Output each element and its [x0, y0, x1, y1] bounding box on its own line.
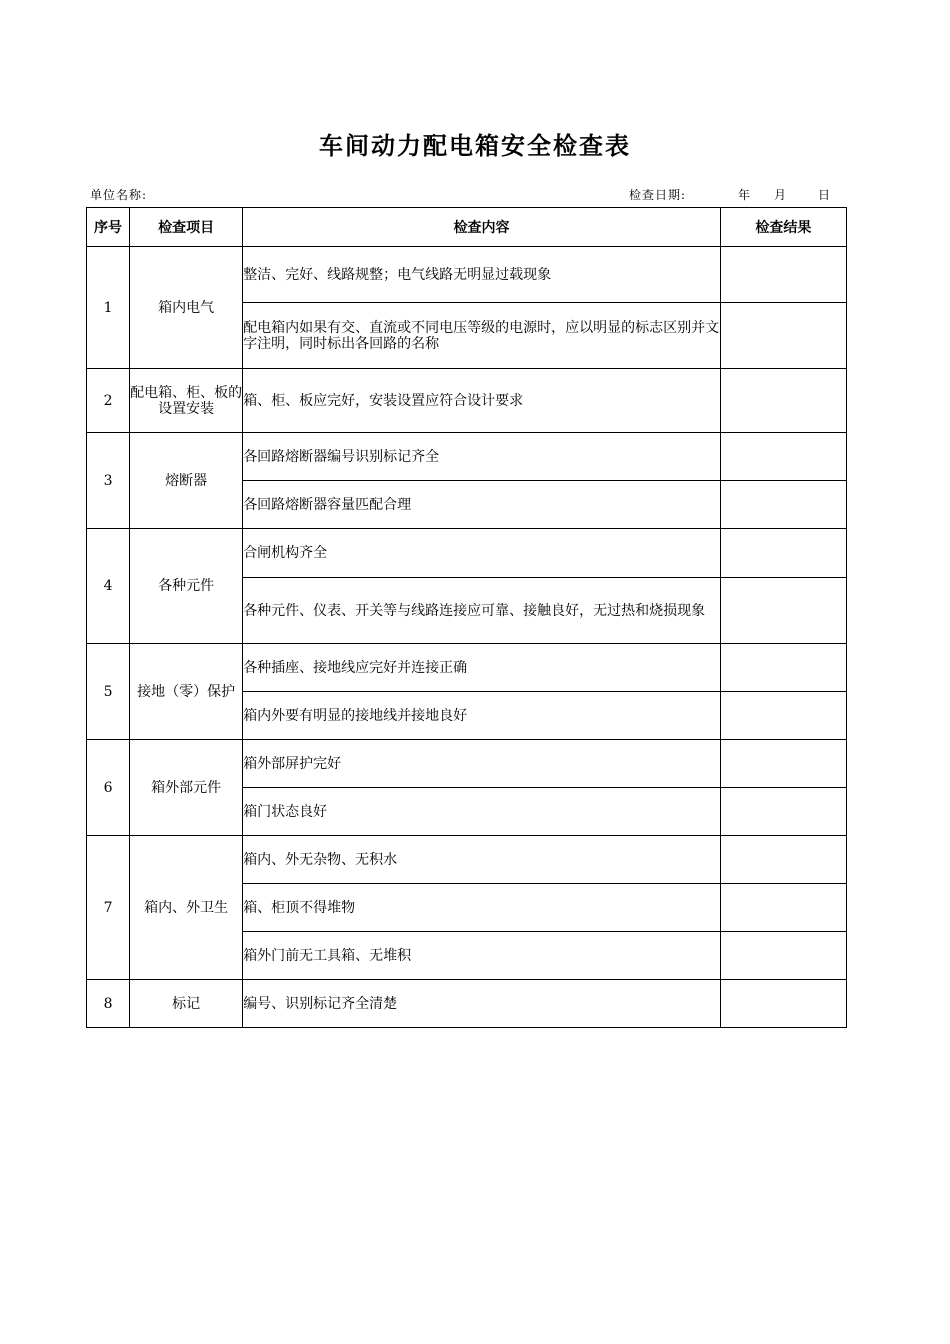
row-content: 箱内、外无杂物、无积水 [243, 836, 721, 884]
table-row [87, 433, 847, 481]
result-cell[interactable] [720, 788, 846, 836]
inspection-date-label: 检查日期: [629, 188, 687, 202]
row-content: 箱内外要有明显的接地线并接地良好 [243, 692, 721, 740]
row-item: 箱内、外卫生 [130, 836, 243, 980]
result-cell[interactable] [720, 529, 846, 578]
table-row [87, 247, 847, 303]
result-cell[interactable] [720, 932, 846, 980]
row-content: 箱、柜顶不得堆物 [243, 884, 721, 932]
row-content: 配电箱内如果有交、直流或不同电压等级的电源时，应以明显的标志区别并文字注明，同时标出各回路的名称 [243, 303, 721, 369]
row-content: 各种元件、仪表、开关等与线路连接应可靠、接触良好，无过热和烧损现象 [243, 578, 721, 644]
row-content: 各种插座、接地线应完好并连接正确 [243, 644, 721, 692]
result-cell[interactable] [720, 980, 846, 1028]
row-content: 箱门状态良好 [243, 788, 721, 836]
date-year-label: 年 [738, 188, 752, 202]
row-item: 箱内电气 [130, 247, 243, 369]
table-row [87, 980, 847, 1028]
result-cell[interactable] [720, 433, 846, 481]
date-day-label: 日 [818, 188, 832, 202]
row-content: 整洁、完好、线路规整；电气线路无明显过载现象 [243, 247, 721, 303]
row-no: 8 [87, 980, 130, 1028]
table-row [87, 836, 847, 884]
row-item: 熔断器 [130, 433, 243, 529]
header-result: 检查结果 [720, 208, 846, 247]
page-title: 车间动力配电箱安全检查表 [319, 131, 631, 160]
row-item: 各种元件 [130, 529, 243, 644]
result-cell[interactable] [720, 692, 846, 740]
row-content: 合闸机构齐全 [243, 529, 721, 578]
row-no: 2 [87, 369, 130, 433]
row-item: 箱外部元件 [130, 740, 243, 836]
date-month-label: 月 [774, 188, 788, 202]
row-content: 编号、识别标记齐全清楚 [243, 980, 721, 1028]
result-cell[interactable] [720, 578, 846, 644]
inspection-table [86, 207, 847, 1028]
row-no: 3 [87, 433, 130, 529]
header-no: 序号 [87, 208, 130, 247]
row-no: 6 [87, 740, 130, 836]
header-item: 检查项目 [130, 208, 243, 247]
row-item: 接地（零）保护 [130, 644, 243, 740]
header-content: 检查内容 [243, 208, 721, 247]
result-cell[interactable] [720, 369, 846, 433]
row-content: 各回路熔断器容量匹配合理 [243, 481, 721, 529]
row-no: 4 [87, 529, 130, 644]
result-cell[interactable] [720, 247, 846, 303]
row-no: 5 [87, 644, 130, 740]
row-no: 1 [87, 247, 130, 369]
row-content: 箱外门前无工具箱、无堆积 [243, 932, 721, 980]
unit-name-label: 单位名称: [90, 188, 148, 202]
result-cell[interactable] [720, 884, 846, 932]
table-row [87, 740, 847, 788]
result-cell[interactable] [720, 836, 846, 884]
table-header-row [87, 208, 847, 247]
result-cell[interactable] [720, 481, 846, 529]
table-row [87, 644, 847, 692]
result-cell[interactable] [720, 644, 846, 692]
row-content: 各回路熔断器编号识别标记齐全 [243, 433, 721, 481]
row-no: 7 [87, 836, 130, 980]
row-content: 箱、柜、板应完好，安装设置应符合设计要求 [243, 369, 721, 433]
row-item: 标记 [130, 980, 243, 1028]
row-content: 箱外部屏护完好 [243, 740, 721, 788]
row-item: 配电箱、柜、板的设置安装 [130, 369, 243, 433]
table-row [87, 369, 847, 433]
result-cell[interactable] [720, 303, 846, 369]
result-cell[interactable] [720, 740, 846, 788]
table-row [87, 529, 847, 578]
